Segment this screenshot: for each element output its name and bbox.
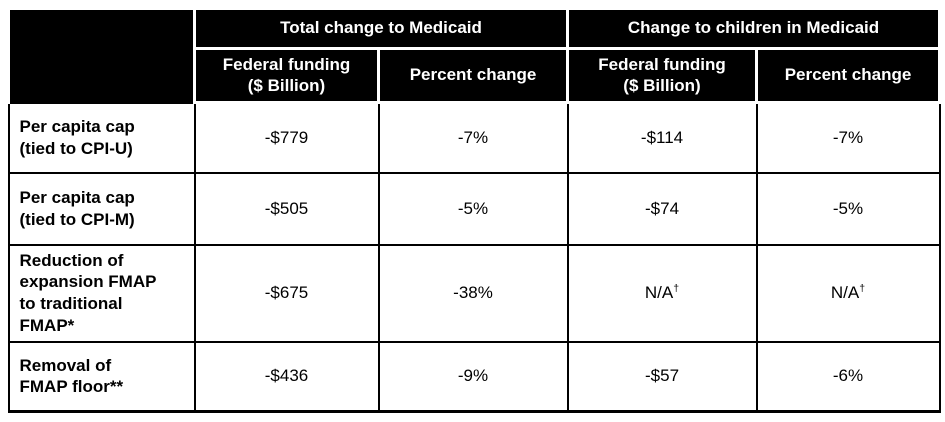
- value-cell: -6%: [757, 342, 940, 412]
- value-cell: -$114: [568, 103, 757, 173]
- table-row: [9, 173, 940, 245]
- table-row: [9, 245, 940, 342]
- value-cell: -5%: [379, 173, 568, 245]
- value-cell: -38%: [379, 245, 568, 342]
- row-label: Per capita cap (tied to CPI-U): [9, 103, 195, 173]
- col-header-federal-funding-total: Federal funding ($ Billion): [195, 49, 379, 103]
- row-label: Per capita cap (tied to CPI-M): [9, 173, 195, 245]
- medicaid-impact-table: [7, 7, 941, 413]
- value-cell: -$675: [195, 245, 379, 342]
- corner-cell: [9, 9, 195, 103]
- column-group-children-change: Change to children in Medicaid: [568, 9, 940, 49]
- value-cell: -7%: [379, 103, 568, 173]
- value-cell: -$57: [568, 342, 757, 412]
- col-header-percent-change-children: Percent change: [757, 49, 940, 103]
- value-cell: N/A†: [757, 245, 940, 342]
- value-cell: -5%: [757, 173, 940, 245]
- value-cell: -9%: [379, 342, 568, 412]
- value-cell: N/A†: [568, 245, 757, 342]
- column-group-row: [9, 9, 940, 49]
- value-cell: -$74: [568, 173, 757, 245]
- table-body: [9, 103, 940, 412]
- table-row: [9, 342, 940, 412]
- value-cell: -$436: [195, 342, 379, 412]
- value-cell: -7%: [757, 103, 940, 173]
- column-group-total-change: Total change to Medicaid: [195, 9, 568, 49]
- table-row: [9, 103, 940, 173]
- table-header: [9, 9, 940, 103]
- value-cell: -$505: [195, 173, 379, 245]
- value-cell: -$779: [195, 103, 379, 173]
- row-label: Reduction of expansion FMAP to traditional FMAP*: [9, 245, 195, 342]
- col-header-federal-funding-children: Federal funding ($ Billion): [568, 49, 757, 103]
- row-label: Removal of FMAP floor**: [9, 342, 195, 412]
- col-header-percent-change-total: Percent change: [379, 49, 568, 103]
